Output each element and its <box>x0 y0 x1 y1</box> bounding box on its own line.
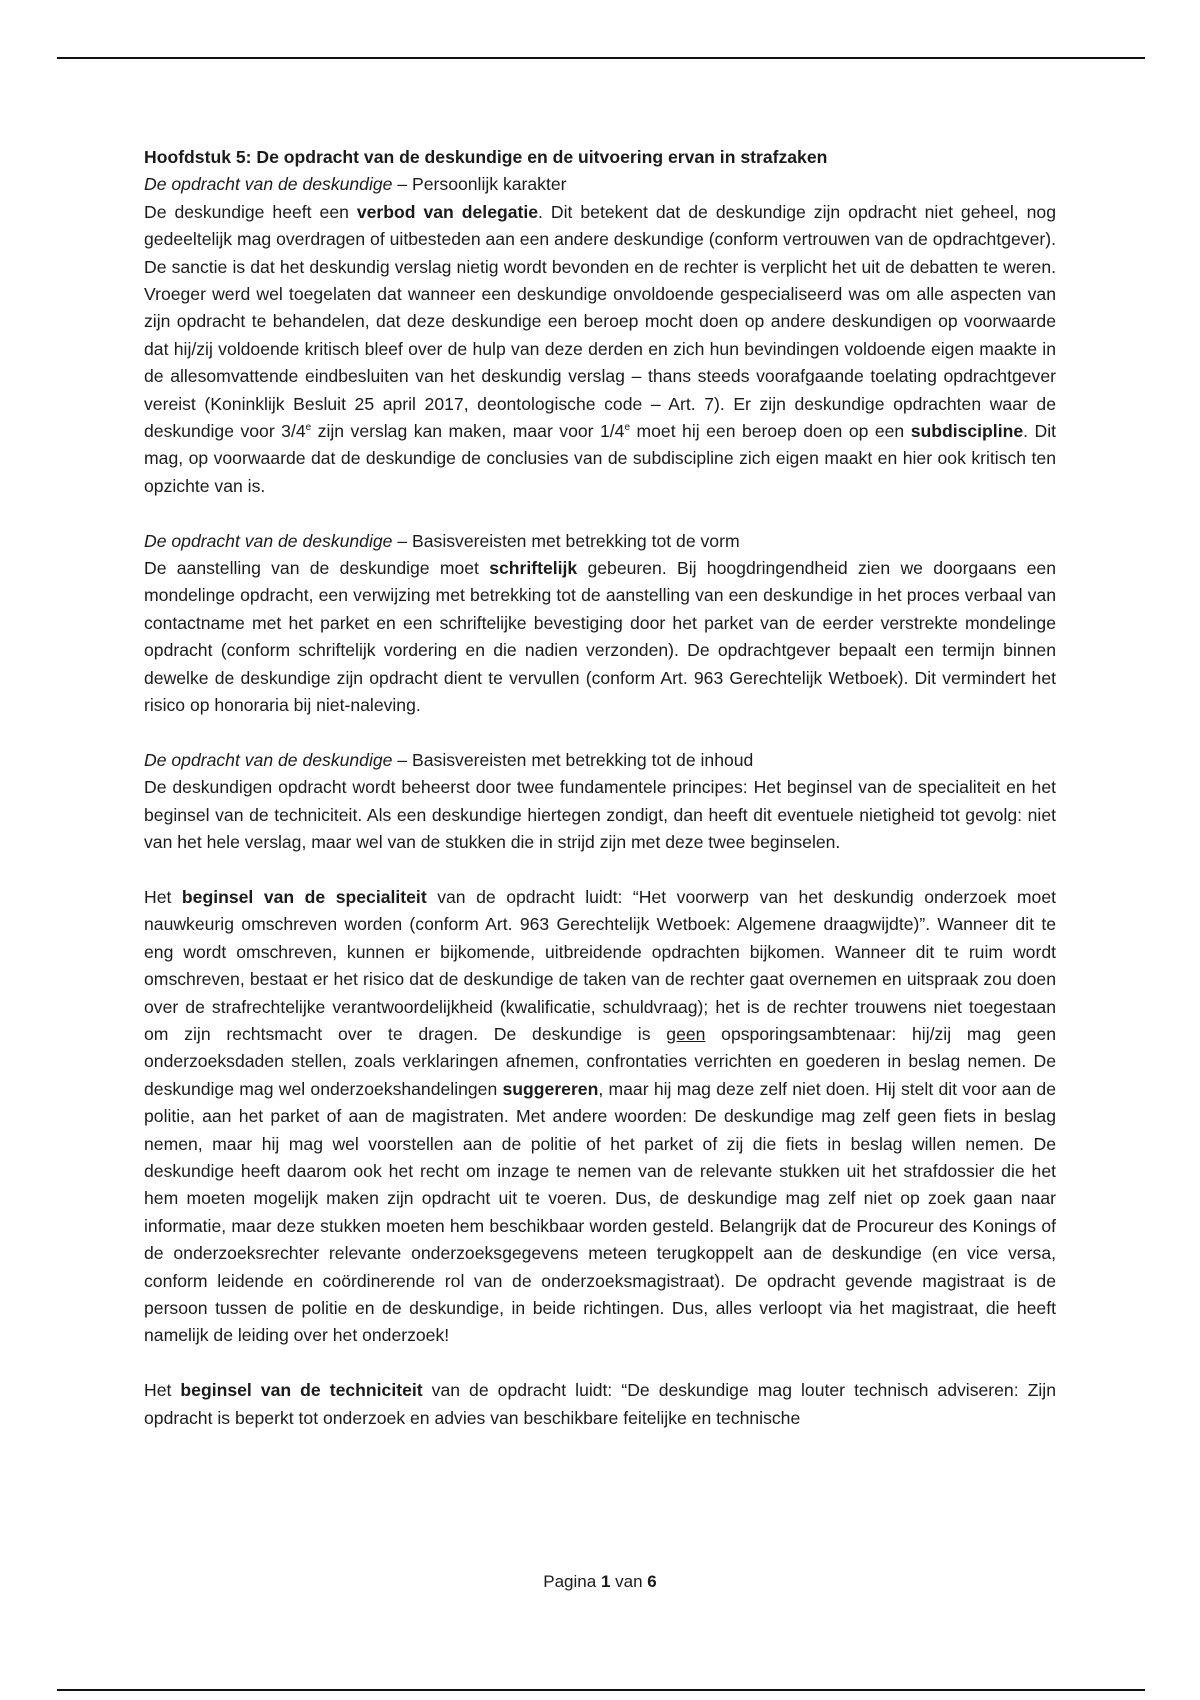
bold-term: schriftelijk <box>489 558 578 579</box>
section-subtitle-1 <box>144 171 1056 198</box>
paragraph-delegation <box>144 199 1056 500</box>
subtitle-italic: De opdracht van de deskundige <box>144 749 393 770</box>
text-run: . Dit mag, op voorwaarde dat de deskundige de conclusies van de subdiscipline zich eigen maakt en hier ook kritisch ten opzichte van is. <box>144 421 1056 496</box>
text-run: zijn verslag kan maken, maar voor 1/4 <box>311 421 625 442</box>
subtitle-separator: – <box>392 174 413 195</box>
document-body <box>144 144 1056 1432</box>
bold-term: verbod van delegatie <box>356 201 539 222</box>
section-subtitle-3 <box>144 747 1056 774</box>
paragraph-speciality <box>144 884 1056 1350</box>
subtitle-italic: De opdracht van de deskundige <box>144 530 393 551</box>
text-run: Het <box>144 886 182 907</box>
bold-term: beginsel van de specialiteit <box>181 886 427 907</box>
text-run: Het <box>144 1380 181 1401</box>
text-run: De aanstelling van de deskundige moet <box>144 558 490 579</box>
paragraph-principles: De deskundigen opdracht wordt beheerst door twee fundamentele principes: Het beginsel van de specialiteit en het beginsel van de techniciteit. Als een deskundige hiertegen zondigt, dan heeft dit eventuele nietigheid tot gevolg: niet van het hele verslag, maar wel van de stukken die in strijd zijn met deze twee beginselen. <box>144 777 1056 853</box>
page-footer <box>0 1572 1200 1592</box>
subtitle-rest: Basisvereisten met betrekking tot de inhoud <box>412 749 754 770</box>
page-total: 6 <box>647 1572 657 1591</box>
text-run: . Dit betekent dat de deskundige zijn opdracht niet geheel, nog gedeeltelijk mag overdragen of uitbesteden aan een andere deskundige (conform vertrouwen van de opdrachtgever). De sanctie is dat het deskundig verslag nietig wordt bevonden en de rechter is verplicht het uit de debatten te weren. Vroeger werd wel toegelaten dat wanneer een deskundige onvoldoende gespecialiseerd was om alle aspecten van zijn opdracht te behandelen, dat deze deskundige een beroep mocht doen op andere deskundigen op voorwaarde dat hij/zij voldoende kritisch bleef over de hulp van deze derden en zich hun bevindingen voldoende eigen maakte in de allesomvattende eindbesluiten van het deskundig verslag – thans steeds voorafgaande toelating opdrachtgever vereist (Koninklijk Besluit 25 april 2017, deontologische code – Art. 7). Er zijn deskundige opdrachten waar de deskundige voor 3/4 <box>144 201 1056 442</box>
text-run: moet hij een beroep doen op een <box>630 421 911 442</box>
bold-term: subdiscipline <box>910 421 1024 442</box>
footer-rule <box>57 1689 1145 1691</box>
header-rule <box>57 57 1145 59</box>
bold-term: suggereren <box>502 1078 599 1099</box>
bold-term: beginsel van de techniciteit <box>180 1380 423 1401</box>
text-run: van de opdracht luidt: “Het voorwerp van het deskundig onderzoek moet nauwkeurig omschreven worden (conform Art. 963 Gerechtelijk Wetboek: Algemene draagwijdte)”. Wanneer dit te eng wordt omschreven, kunnen er bijkomende, uitbreidende opdrachten bijkomen. Wanneer dit te ruim wordt omschreven, bestaat er het risico dat de deskundige de taken van de rechter gaat overnemen en uitspraak zou doen over de strafrechtelijke verantwoordelijkheid (kwalificatie, schuldvraag); het is de rechter trouwens niet toegestaan om zijn rechtsmacht over te dragen. De deskundige is <box>144 886 1057 1044</box>
underlined-term: geen <box>666 1023 706 1044</box>
superscript: e <box>305 422 312 434</box>
subtitle-separator: – <box>392 530 413 551</box>
chapter-title: Hoofdstuk 5: De opdracht van de deskundige en de uitvoering ervan in strafzaken <box>144 147 828 167</box>
subtitle-separator: – <box>392 749 413 770</box>
footer-middle: van <box>610 1572 648 1591</box>
page-number: 1 <box>600 1572 611 1591</box>
section-subtitle-2 <box>144 528 1056 555</box>
text-run: gebeuren. Bij hoogdringendheid zien we doorgaans een mondelinge opdracht, een verwijzing met betrekking tot de aanstelling van een deskundige in het proces verbaal van contactname met het parket en een schriftelijke bevestiging door het parket van de eerder verstrekte mondelinge opdracht (conform schriftelijk vordering en die nadien verzonden). De opdrachtgever bepaalt een termijn binnen dewelke de deskundige zijn opdracht dient te vervullen (conform Art. 963 Gerechtelijk Wetboek). Dit vermindert het risico op honoraria bij niet-naleving. <box>144 558 1056 716</box>
text-run: van de opdracht luidt: “De deskundige mag louter technisch adviseren: Zijn opdracht is beperkt tot onderzoek en advies van beschikbare feitelijke en technische <box>144 1380 1056 1428</box>
text-run: De deskundige heeft een <box>144 201 357 222</box>
subtitle-rest: Persoonlijk karakter <box>412 174 567 195</box>
footer-prefix: Pagina <box>543 1572 601 1591</box>
subtitle-italic: De opdracht van de deskundige <box>144 174 393 195</box>
text-run: opsporingsambtenaar: hij/zij mag geen onderzoeksdaden stellen, zoals verklaringen afnemen, confrontaties verrichten en goederen in beslag nemen. De deskundige mag wel onderzoekshandelingen <box>144 1023 1057 1099</box>
text-run: , maar hij mag deze zelf niet doen. Hij stelt dit voor aan de politie, aan het parket of aan de magistraten. Met andere woorden: De deskundige mag zelf geen fiets in beslag nemen, maar hij mag wel voorstellen aan de politie of het parket of zij die fiets in beslag willen nemen. De deskundige heeft daarom ook het recht om inzage te nemen van de relevante stukken uit het strafdossier die het hem moeten mogelijk maken zijn opdracht uit te voeren. Dus, de deskundige mag zelf niet op zoek gaan naar informatie, maar deze stukken moeten hem beschikbaar worden gesteld. Belangrijk dat de Procureur des Konings of de onderzoeksrechter relevante onderzoeksgegevens meteen terugkoppelt aan de deskundige (en vice versa, conform leidende en coördinerende rol van de onderzoeksmagistraat). De opdracht gevende magistraat is de persoon tussen de politie en de deskundige, in beide richtingen. Dus, alles verloopt via het magistraat, die heeft namelijk de leiding over het onderzoek! <box>144 1078 1056 1346</box>
paragraph-form <box>144 555 1056 719</box>
paragraph-technicity <box>144 1377 1056 1432</box>
subtitle-rest: Basisvereisten met betrekking tot de vorm <box>412 530 740 551</box>
superscript: e <box>624 422 630 434</box>
